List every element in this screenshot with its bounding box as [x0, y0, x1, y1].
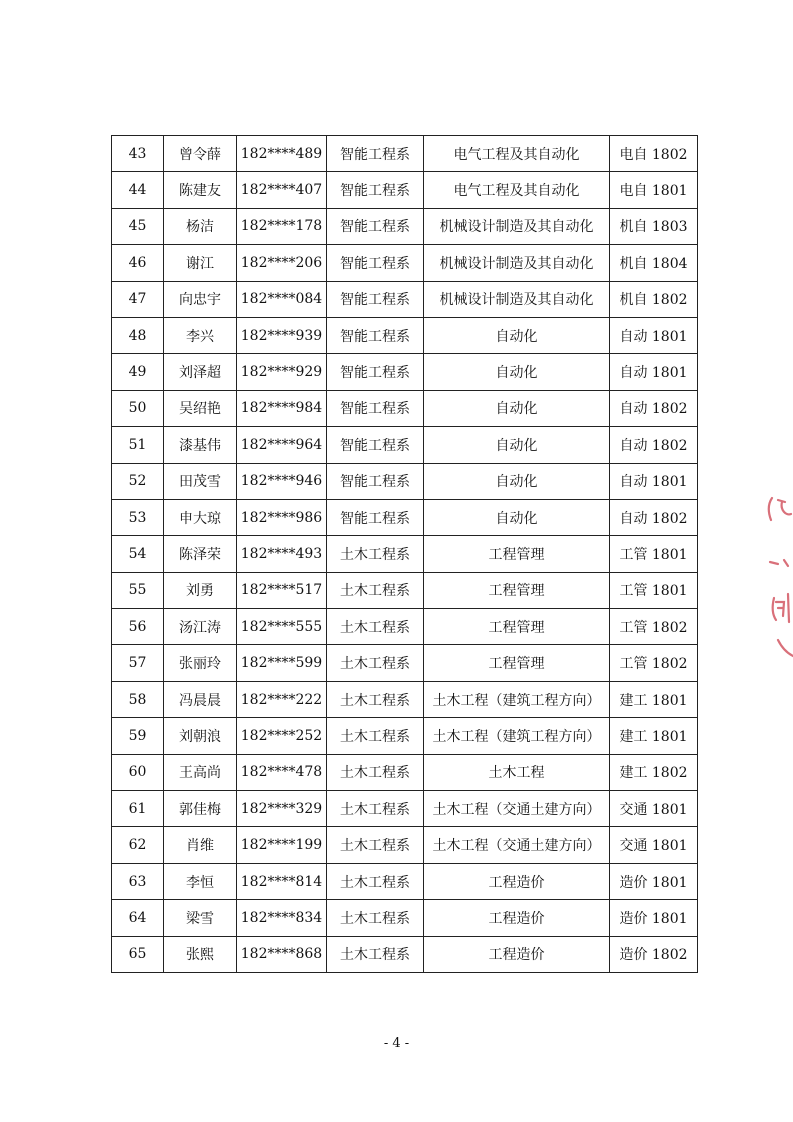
cell-class: 机自 1804: [610, 245, 698, 281]
cell-name: 曾令薛: [164, 136, 237, 172]
cell-no: 52: [112, 463, 164, 499]
cell-major: 工程管理: [424, 536, 610, 572]
page-number: - 4 -: [383, 1036, 410, 1051]
cell-name: 冯晨晨: [164, 681, 237, 717]
cell-class: 电自 1802: [610, 136, 698, 172]
cell-phone: 182****984: [237, 390, 327, 426]
table-row: [112, 317, 698, 353]
cell-dept: 智能工程系: [327, 427, 424, 463]
cell-name: 陈泽荣: [164, 536, 237, 572]
table-row: [112, 791, 698, 827]
table-row: [112, 863, 698, 899]
cell-name: 向忠宇: [164, 281, 237, 317]
cell-dept: 智能工程系: [327, 499, 424, 535]
table-row: [112, 281, 698, 317]
cell-major: 工程造价: [424, 936, 610, 972]
table-row: [112, 754, 698, 790]
table-row: [112, 208, 698, 244]
cell-major: 土木工程（交通土建方向）: [424, 791, 610, 827]
cell-name: 吴绍艳: [164, 390, 237, 426]
cell-phone: 182****178: [237, 208, 327, 244]
table-row: [112, 681, 698, 717]
cell-phone: 182****329: [237, 791, 327, 827]
table-row: [112, 463, 698, 499]
cell-phone: 182****493: [237, 536, 327, 572]
student-roster-table: [111, 135, 698, 973]
cell-phone: 182****517: [237, 572, 327, 608]
cell-major: 机械设计制造及其自动化: [424, 281, 610, 317]
cell-name: 李恒: [164, 863, 237, 899]
cell-no: 46: [112, 245, 164, 281]
cell-major: 土木工程（建筑工程方向）: [424, 681, 610, 717]
table-row: [112, 390, 698, 426]
table-row: [112, 427, 698, 463]
cell-class: 交通 1801: [610, 827, 698, 863]
cell-no: 55: [112, 572, 164, 608]
cell-major: 自动化: [424, 354, 610, 390]
cell-dept: 土木工程系: [327, 827, 424, 863]
cell-dept: 智能工程系: [327, 136, 424, 172]
cell-dept: 土木工程系: [327, 645, 424, 681]
cell-class: 电自 1801: [610, 172, 698, 208]
cell-name: 杨洁: [164, 208, 237, 244]
cell-no: 57: [112, 645, 164, 681]
cell-class: 工管 1802: [610, 609, 698, 645]
cell-phone: 182****964: [237, 427, 327, 463]
cell-dept: 土木工程系: [327, 863, 424, 899]
cell-no: 60: [112, 754, 164, 790]
cell-name: 刘勇: [164, 572, 237, 608]
cell-name: 漆基伟: [164, 427, 237, 463]
cell-no: 65: [112, 936, 164, 972]
table-row: [112, 827, 698, 863]
table-row: [112, 609, 698, 645]
cell-no: 50: [112, 390, 164, 426]
table-row: [112, 936, 698, 972]
cell-phone: 182****939: [237, 317, 327, 353]
cell-no: 56: [112, 609, 164, 645]
cell-major: 自动化: [424, 317, 610, 353]
cell-phone: 182****206: [237, 245, 327, 281]
cell-major: 机械设计制造及其自动化: [424, 245, 610, 281]
cell-no: 54: [112, 536, 164, 572]
cell-major: 工程管理: [424, 609, 610, 645]
cell-phone: 182****868: [237, 936, 327, 972]
table-row: [112, 645, 698, 681]
cell-class: 机自 1803: [610, 208, 698, 244]
cell-dept: 土木工程系: [327, 754, 424, 790]
cell-dept: 土木工程系: [327, 609, 424, 645]
cell-no: 61: [112, 791, 164, 827]
cell-major: 工程管理: [424, 572, 610, 608]
cell-phone: 182****489: [237, 136, 327, 172]
cell-class: 建工 1801: [610, 681, 698, 717]
cell-major: 工程造价: [424, 863, 610, 899]
cell-name: 田茂雪: [164, 463, 237, 499]
cell-name: 张熙: [164, 936, 237, 972]
table-row: [112, 536, 698, 572]
cell-class: 造价 1802: [610, 936, 698, 972]
cell-class: 工管 1801: [610, 572, 698, 608]
cell-phone: 182****834: [237, 900, 327, 936]
cell-no: 48: [112, 317, 164, 353]
cell-name: 李兴: [164, 317, 237, 353]
cell-no: 59: [112, 718, 164, 754]
cell-no: 47: [112, 281, 164, 317]
cell-dept: 智能工程系: [327, 172, 424, 208]
cell-no: 43: [112, 136, 164, 172]
cell-class: 建工 1802: [610, 754, 698, 790]
cell-no: 51: [112, 427, 164, 463]
cell-dept: 智能工程系: [327, 463, 424, 499]
table-row: [112, 499, 698, 535]
cell-major: 电气工程及其自动化: [424, 172, 610, 208]
cell-major: 电气工程及其自动化: [424, 136, 610, 172]
cell-name: 肖维: [164, 827, 237, 863]
cell-major: 工程造价: [424, 900, 610, 936]
cell-name: 申大琼: [164, 499, 237, 535]
cell-phone: 182****599: [237, 645, 327, 681]
cell-major: 土木工程（交通土建方向）: [424, 827, 610, 863]
cell-dept: 土木工程系: [327, 791, 424, 827]
cell-no: 44: [112, 172, 164, 208]
cell-phone: 182****946: [237, 463, 327, 499]
cell-dept: 土木工程系: [327, 681, 424, 717]
cell-class: 自动 1802: [610, 390, 698, 426]
cell-no: 49: [112, 354, 164, 390]
cell-name: 陈建友: [164, 172, 237, 208]
cell-major: 自动化: [424, 499, 610, 535]
cell-dept: 土木工程系: [327, 936, 424, 972]
cell-class: 自动 1802: [610, 499, 698, 535]
cell-dept: 智能工程系: [327, 390, 424, 426]
cell-phone: 182****084: [237, 281, 327, 317]
cell-phone: 182****407: [237, 172, 327, 208]
cell-major: 工程管理: [424, 645, 610, 681]
cell-phone: 182****199: [237, 827, 327, 863]
table-row: [112, 354, 698, 390]
cell-class: 自动 1802: [610, 427, 698, 463]
cell-no: 58: [112, 681, 164, 717]
cell-no: 64: [112, 900, 164, 936]
table-row: [112, 572, 698, 608]
cell-major: 机械设计制造及其自动化: [424, 208, 610, 244]
cell-class: 造价 1801: [610, 863, 698, 899]
cell-dept: 土木工程系: [327, 900, 424, 936]
cell-phone: 182****222: [237, 681, 327, 717]
cell-phone: 182****478: [237, 754, 327, 790]
cell-class: 自动 1801: [610, 463, 698, 499]
table-row: [112, 172, 698, 208]
cell-class: 工管 1801: [610, 536, 698, 572]
cell-phone: 182****986: [237, 499, 327, 535]
cell-name: 郭佳梅: [164, 791, 237, 827]
cell-name: 刘泽超: [164, 354, 237, 390]
cell-dept: 土木工程系: [327, 536, 424, 572]
cell-dept: 智能工程系: [327, 317, 424, 353]
cell-no: 63: [112, 863, 164, 899]
cell-dept: 智能工程系: [327, 354, 424, 390]
cell-name: 王高尚: [164, 754, 237, 790]
cell-class: 建工 1801: [610, 718, 698, 754]
cell-phone: 182****814: [237, 863, 327, 899]
roster-body: [112, 136, 698, 973]
cell-name: 梁雪: [164, 900, 237, 936]
table-row: [112, 900, 698, 936]
cell-name: 张丽玲: [164, 645, 237, 681]
cell-class: 工管 1802: [610, 645, 698, 681]
cell-major: 土木工程（建筑工程方向）: [424, 718, 610, 754]
cell-dept: 智能工程系: [327, 245, 424, 281]
cell-no: 45: [112, 208, 164, 244]
cell-major: 自动化: [424, 390, 610, 426]
cell-phone: 182****555: [237, 609, 327, 645]
cell-name: 刘朝浪: [164, 718, 237, 754]
cell-phone: 182****252: [237, 718, 327, 754]
cell-no: 62: [112, 827, 164, 863]
cell-major: 自动化: [424, 427, 610, 463]
cell-class: 机自 1802: [610, 281, 698, 317]
cell-phone: 182****929: [237, 354, 327, 390]
cell-class: 自动 1801: [610, 354, 698, 390]
cell-dept: 土木工程系: [327, 572, 424, 608]
cell-class: 造价 1801: [610, 900, 698, 936]
cell-dept: 智能工程系: [327, 281, 424, 317]
cell-dept: 智能工程系: [327, 208, 424, 244]
cell-dept: 土木工程系: [327, 718, 424, 754]
cell-major: 土木工程: [424, 754, 610, 790]
cell-major: 自动化: [424, 463, 610, 499]
table-row: [112, 718, 698, 754]
cell-no: 53: [112, 499, 164, 535]
red-seal-stamp-fragment: [758, 490, 793, 660]
table-row: [112, 245, 698, 281]
cell-name: 谢江: [164, 245, 237, 281]
table-row: [112, 136, 698, 172]
cell-class: 自动 1801: [610, 317, 698, 353]
cell-class: 交通 1801: [610, 791, 698, 827]
cell-name: 汤江涛: [164, 609, 237, 645]
